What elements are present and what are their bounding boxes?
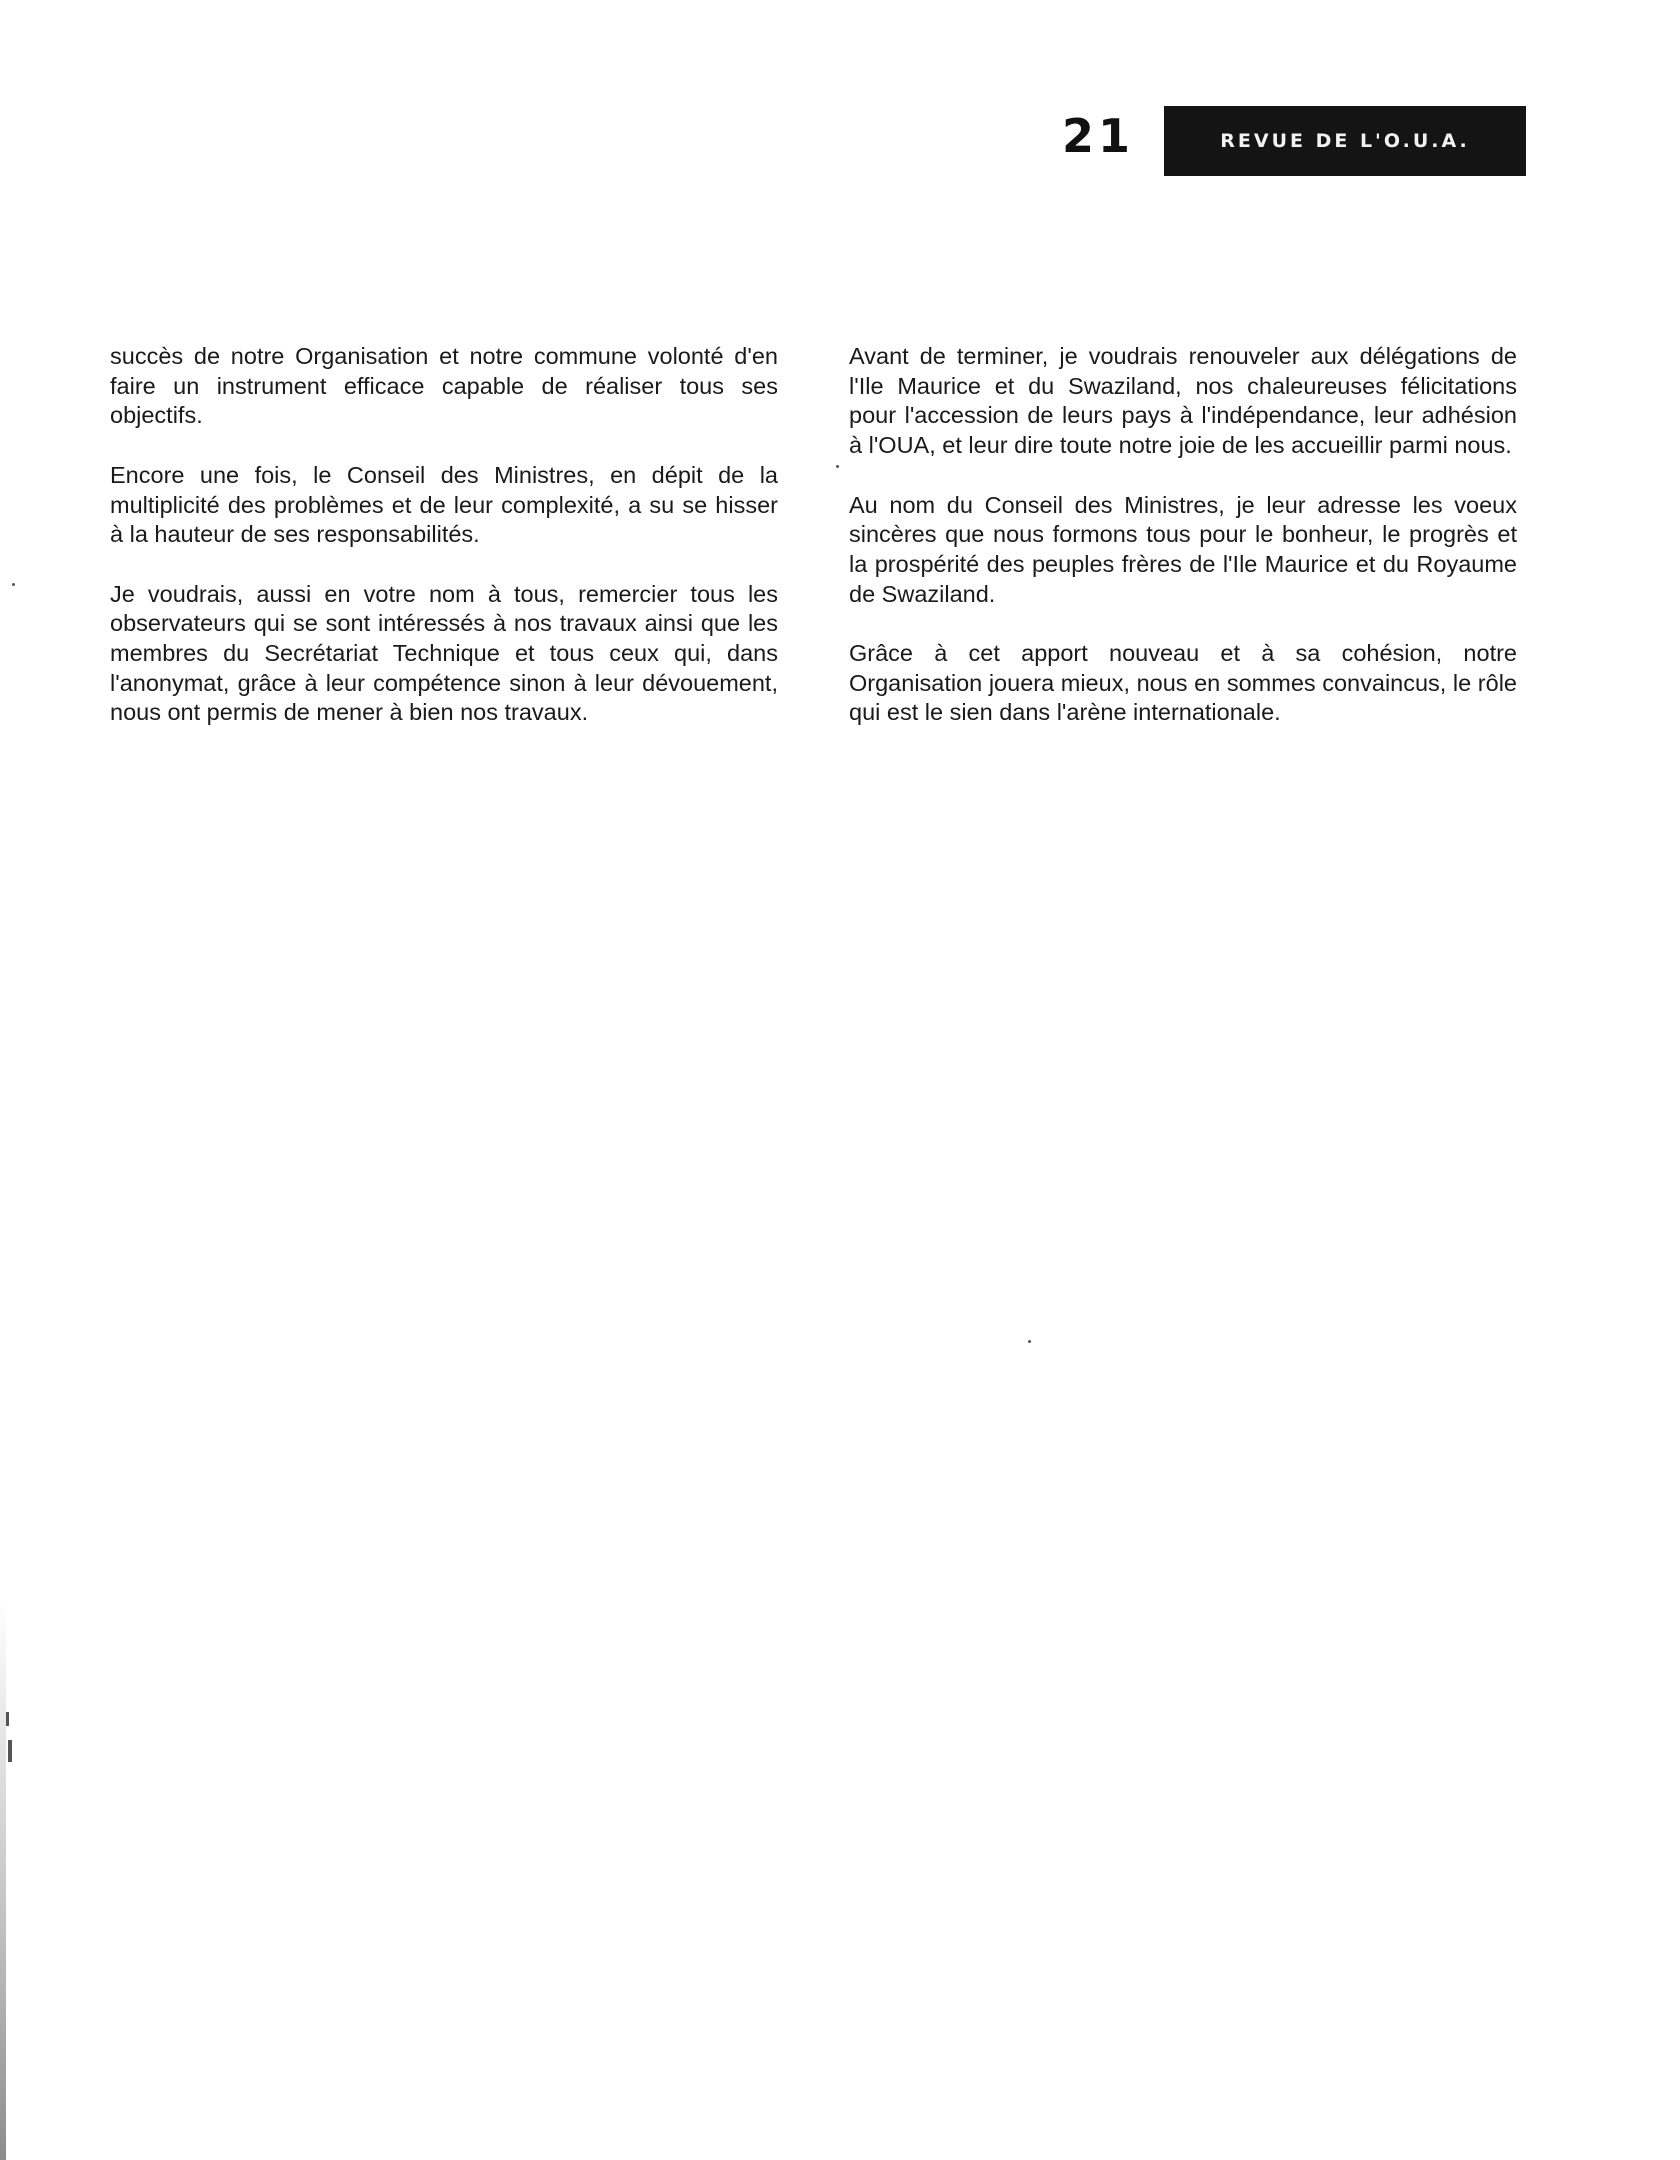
paragraph: succès de notre Organisation et notre commune volonté d'en faire un instrument efficace capable de réaliser tous ses objectifs.: [110, 343, 778, 429]
paragraph: Grâce à cet apport nouveau et à sa cohésion, notre Organisation jouera mieux, nous en sommes convaincus, le rôle qui est le sien dans l'arène internationale.: [849, 640, 1517, 726]
left-column: [110, 342, 778, 758]
scan-speck: [836, 465, 839, 468]
scan-speck: [12, 583, 15, 586]
scan-speck: [8, 1740, 12, 1762]
publication-title: REVUE DE L'O.U.A.: [1220, 130, 1470, 152]
paragraph: Au nom du Conseil des Ministres, je leur adresse les voeux sincères que nous formons tous pour le bonheur, le progrès et la prospérité des peuples frères de l'Ile Maurice et du Royaume de Swaziland.: [849, 491, 1517, 607]
paragraph: Encore une fois, le Conseil des Ministres, en dépit de la multiplicité des problèmes et de leur complexité, a su se hisser à la hauteur de ses responsabilités.: [110, 461, 778, 548]
paragraph: Je voudrais, aussi en votre nom à tous, remercier tous les observateurs qui se sont intéressés à nos travaux ainsi que les membres du Secrétariat Technique et tous ceux qui, dans l'anonymat, grâce à leur compétence sinon à leur dévouement, nous ont permis de mener à bien nos travaux.: [110, 580, 778, 726]
scan-speck: [1028, 1340, 1031, 1343]
scan-speck: [6, 1712, 9, 1726]
page-number: 21: [1062, 109, 1135, 163]
paragraph: Avant de terminer, je voudrais renouveler aux délégations de l'Ile Maurice et du Swaziland, nos chaleureuses félicitations pour l'accession de leurs pays à l'indépendance, leur adhésion à l'OUA, et leur dire toute notre joie de les accueillir parmi nous.: [849, 343, 1517, 459]
publication-masthead: [1164, 106, 1526, 176]
right-column: [849, 342, 1517, 758]
scan-edge-shadow: [0, 1600, 6, 2160]
